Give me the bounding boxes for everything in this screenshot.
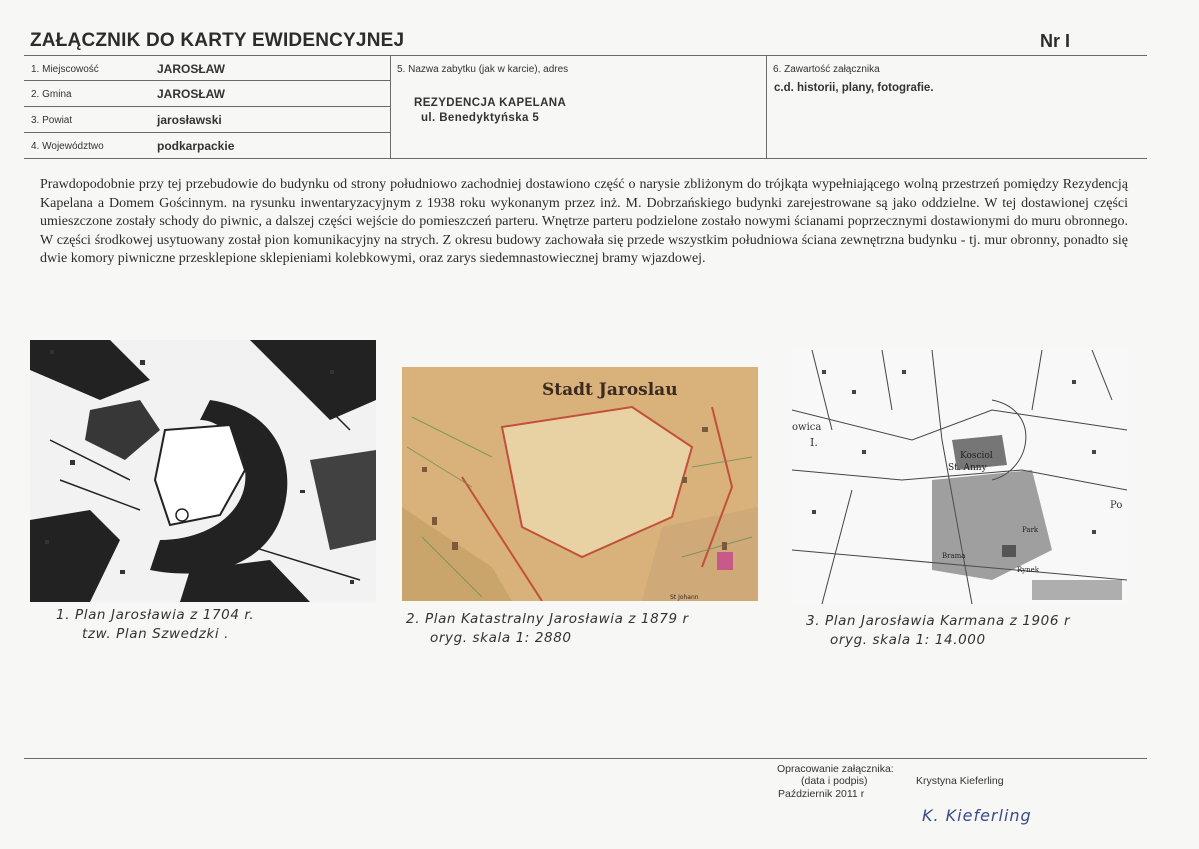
map-1906-karman-plan <box>792 350 1127 604</box>
map-3-label-owica: owica <box>792 422 822 433</box>
wojewodztwo-value: podkarpackie <box>157 139 235 153</box>
caption-3-line-2: oryg. skala 1: 14.000 <box>830 632 986 648</box>
map-3-label-park: Park <box>1022 526 1039 534</box>
gmina-label: 2. Gmina <box>31 89 72 100</box>
history-text: Prawdopodobnie przy tej przebudowie do budynku od strony południowo zachodniej dostawiono część o narysie zbliżonym do trójkąta wypełniającego wolną przestrzeń pomiędzy Rezydencją Kapelana a Domem Gościnnym. na rysunku inwentaryzacyjnym z 1938 roku wykonanym przez inż. M. Dobrzańskiego budynki zarejestrowane są jako oddzielne. W tej dostawionej części umieszczone zostały schody do piwnic, a dalszej części wejście do pomieszczeń parteru. Wnętrze parteru podzielone zostało nowymi ścianami poprzecznymi dostawionymi do muru obronnego. W części środkowej usytuowany został pion komunikacyjny na strych. Z okresu budowy zachowała się przede wszystkim południowa ściana zewnętrzna budynku - tj. mur obronny, ponadto się dwie komory piwniczne przesklepione sklepieniami kolebkowymi, oraz zarys siedemnastowiecznej bramy wjazdowej. <box>40 177 1128 266</box>
map-3-label-rynek: Rynek <box>1017 566 1039 574</box>
powiat-value: jarosławski <box>157 113 222 127</box>
caption-2-line-1: 2. Plan Katastralny Jarosławia z 1879 r <box>406 611 689 627</box>
header-table <box>24 55 1147 159</box>
caption-map-3 <box>806 612 1070 650</box>
footer-data-podpis: (data i podpis) <box>801 775 868 787</box>
footer-date: Październik 2011 r <box>778 788 865 800</box>
powiat-label: 3. Powiat <box>31 115 73 126</box>
map-3-label-i: I. <box>810 436 818 449</box>
caption-2-line-2: oryg. skala 1: 2880 <box>430 630 572 646</box>
nazwa-label: 5. Nazwa zabytku (jak w karcie), adres <box>397 64 569 75</box>
nazwa-value-2: ul. Benedyktyńska 5 <box>421 112 540 124</box>
map-1879-cadastral-plan <box>402 367 758 601</box>
gmina-value: JAROSŁAW <box>157 87 226 101</box>
caption-map-1 <box>56 606 254 644</box>
map-2-street: St Johann <box>670 594 699 601</box>
map-1704-swedish-plan <box>30 340 376 602</box>
caption-3-line-1: 3. Plan Jarosławia Karmana z 1906 r <box>806 613 1071 629</box>
caption-map-2 <box>406 610 689 648</box>
map-3-label-kosciol: Kosciol <box>960 451 993 461</box>
wojewodztwo-label: 4. Województwo <box>31 141 104 152</box>
footer-opracowanie: Opracowanie załącznika: <box>777 763 894 775</box>
miejscowosc-value: JAROSŁAW <box>157 62 226 76</box>
map-3-label-brama: Brama <box>942 552 966 560</box>
caption-1-line-2: tzw. Plan Szwedzki . <box>82 626 229 642</box>
map-3-label-po: Po <box>1110 500 1123 511</box>
miejscowosc-label: 1. Miejscowość <box>31 64 99 75</box>
map-3-label-st-anny: St. Anny <box>948 463 987 473</box>
footer-divider <box>24 758 1147 759</box>
zawartosc-value: c.d. historii, plany, fotografie. <box>774 82 934 94</box>
footer-signature: K. Kieferling <box>922 806 1032 825</box>
map-2-title: Stadt Jaroslau <box>542 380 678 400</box>
caption-1-line-1: 1. Plan Jarosławia z 1704 r. <box>56 607 255 623</box>
nazwa-value-1: REZYDENCJA KAPELANA <box>414 97 567 109</box>
zawartosc-label: 6. Zawartość załącznika <box>773 64 880 75</box>
attachment-number: Nr I <box>1040 31 1071 51</box>
document-title: ZAŁĄCZNIK DO KARTY EWIDENCYJNEJ <box>30 30 405 51</box>
history-paragraph <box>40 176 1128 269</box>
footer-author: Krystyna Kieferling <box>916 775 1004 787</box>
